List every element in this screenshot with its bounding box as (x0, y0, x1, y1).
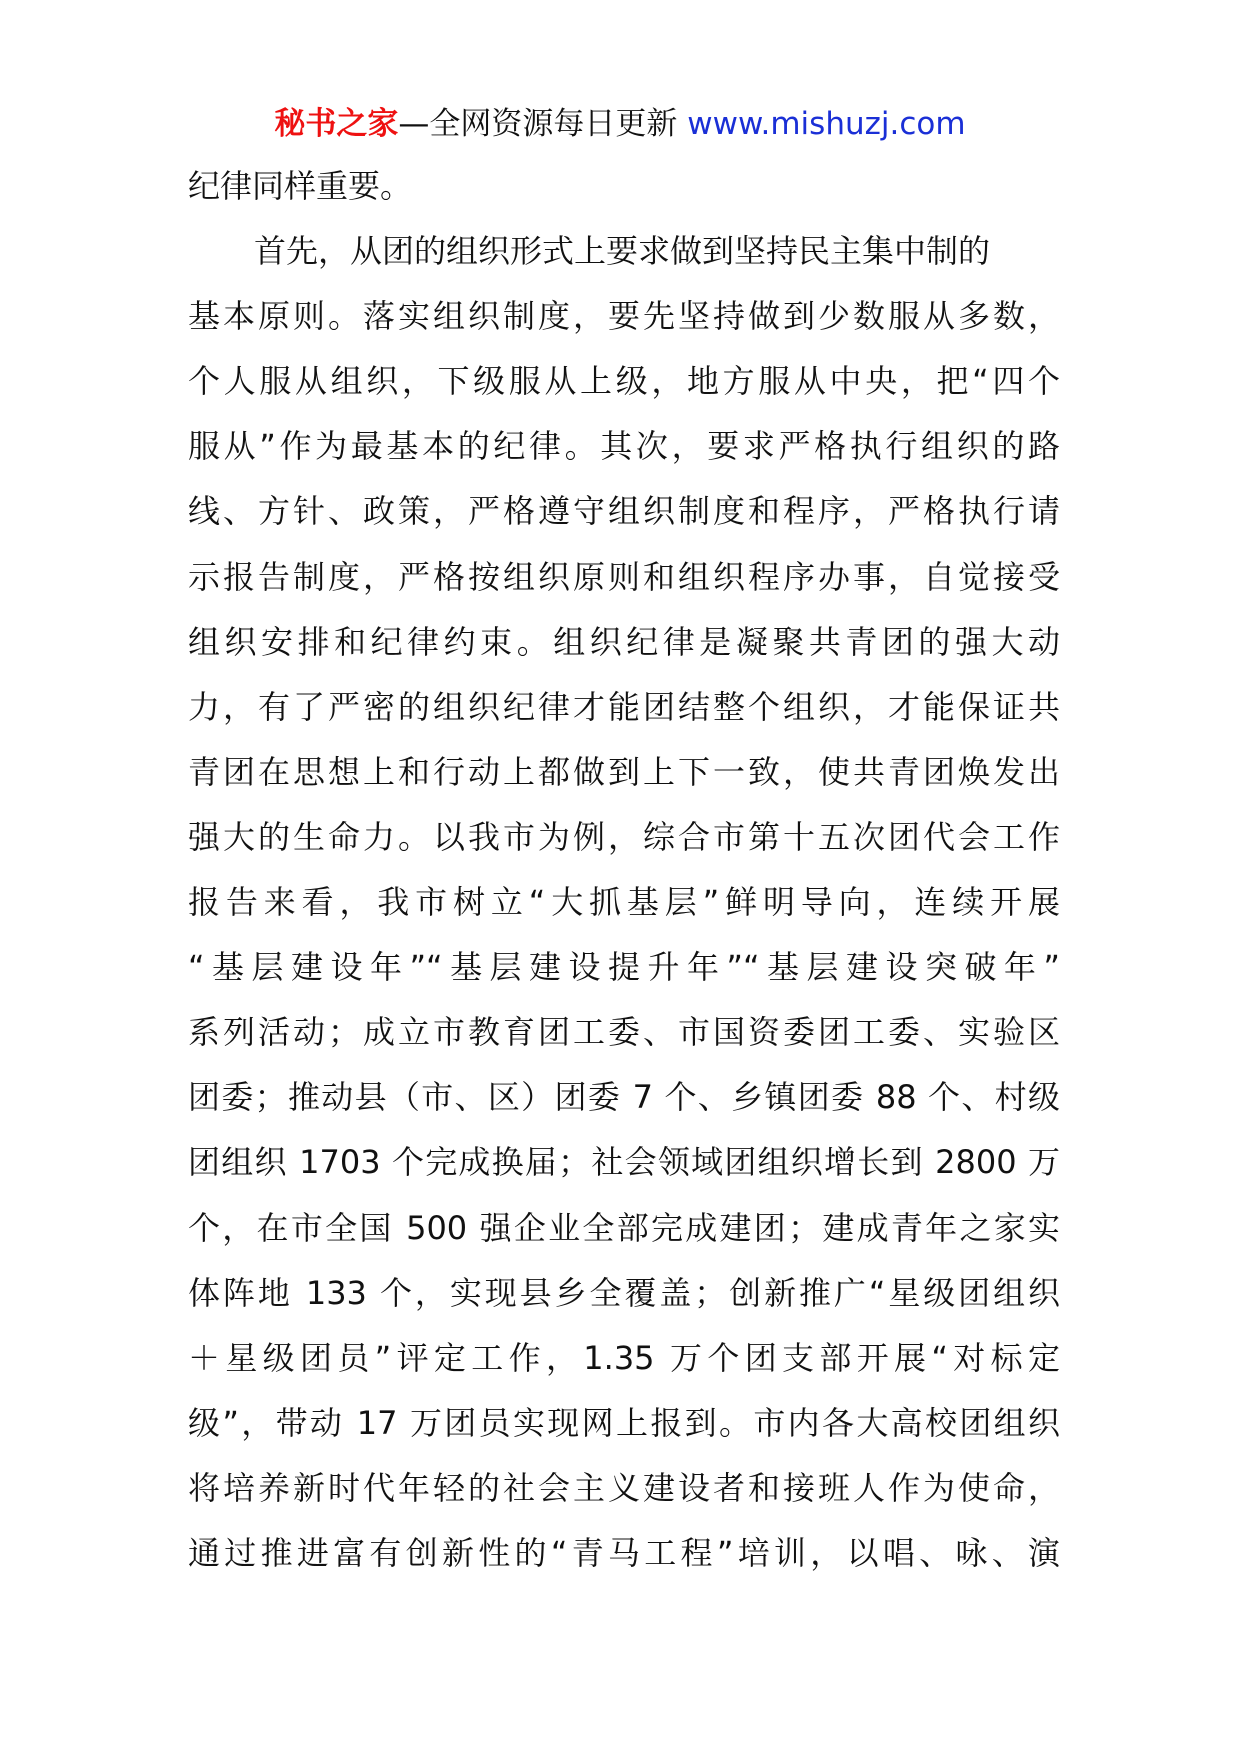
text-line: 青团在思想上和行动上都做到上下一致，使共青团焕发出 (188, 752, 1060, 791)
text-line: 纪律同样重要。 (188, 167, 413, 205)
text-line: 首先，从团的组织形式上要求做到坚持民主集中制的 (254, 232, 991, 271)
text-line: 体阵地 133 个，实现县乡全覆盖；创新推广“星级团组织 (188, 1273, 1060, 1312)
text-line: 个人服从组织，下级服从上级，地方服从中央，把“四个 (188, 362, 1060, 401)
text-line: 组织安排和纪律约束。组织纪律是凝聚共青团的强大动 (188, 622, 1060, 661)
text-line: ＋星级团员”评定工作，1.35 万个团支部开展“对标定 (188, 1338, 1060, 1377)
text-line: 线、方针、政策，严格遵守组织制度和程序，严格执行请 (188, 492, 1060, 531)
document-body (188, 164, 1060, 1596)
text-line: 报告来看，我市树立“大抓基层”鲜明导向，连续开展 (188, 883, 1060, 922)
text-line: 个，在市全国 500 强企业全部完成建团；建成青年之家实 (188, 1208, 1060, 1247)
text-line: 基本原则。落实组织制度，要先坚持做到少数服从多数， (188, 297, 1060, 336)
text-line: “基层建设年”“基层建设提升年”“基层建设突破年” (188, 948, 1060, 987)
text-line: 通过推进富有创新性的“青马工程”培训，以唱、咏、演 (188, 1533, 1060, 1572)
site-tagline: —全网资源每日更新 (398, 106, 678, 142)
text-line: 团委；推动县（市、区）团委 7 个、乡镇团委 88 个、村级 (188, 1078, 1060, 1117)
text-line: 团组织 1703 个完成换届；社会领域团组织增长到 2800 万 (188, 1143, 1060, 1182)
site-header (0, 104, 1240, 144)
text-line: 示报告制度，严格按组织原则和组织程序办事，自觉接受 (188, 557, 1060, 596)
site-url-link[interactable]: www.mishuzj.com (687, 106, 966, 142)
text-line: 级”，带动 17 万团员实现网上报到。市内各大高校团组织 (188, 1403, 1060, 1442)
site-brand: 秘书之家 (274, 106, 399, 142)
text-line: 力，有了严密的组织纪律才能团结整个组织，才能保证共 (188, 687, 1060, 726)
text-line: 强大的生命力。以我市为例，综合市第十五次团代会工作 (188, 817, 1060, 856)
text-line: 系列活动；成立市教育团工委、市国资委团工委、实验区 (188, 1013, 1060, 1052)
text-line: 服从”作为最基本的纪律。其次，要求严格执行组织的路 (188, 427, 1060, 466)
text-line: 将培养新时代年轻的社会主义建设者和接班人作为使命， (188, 1468, 1060, 1507)
